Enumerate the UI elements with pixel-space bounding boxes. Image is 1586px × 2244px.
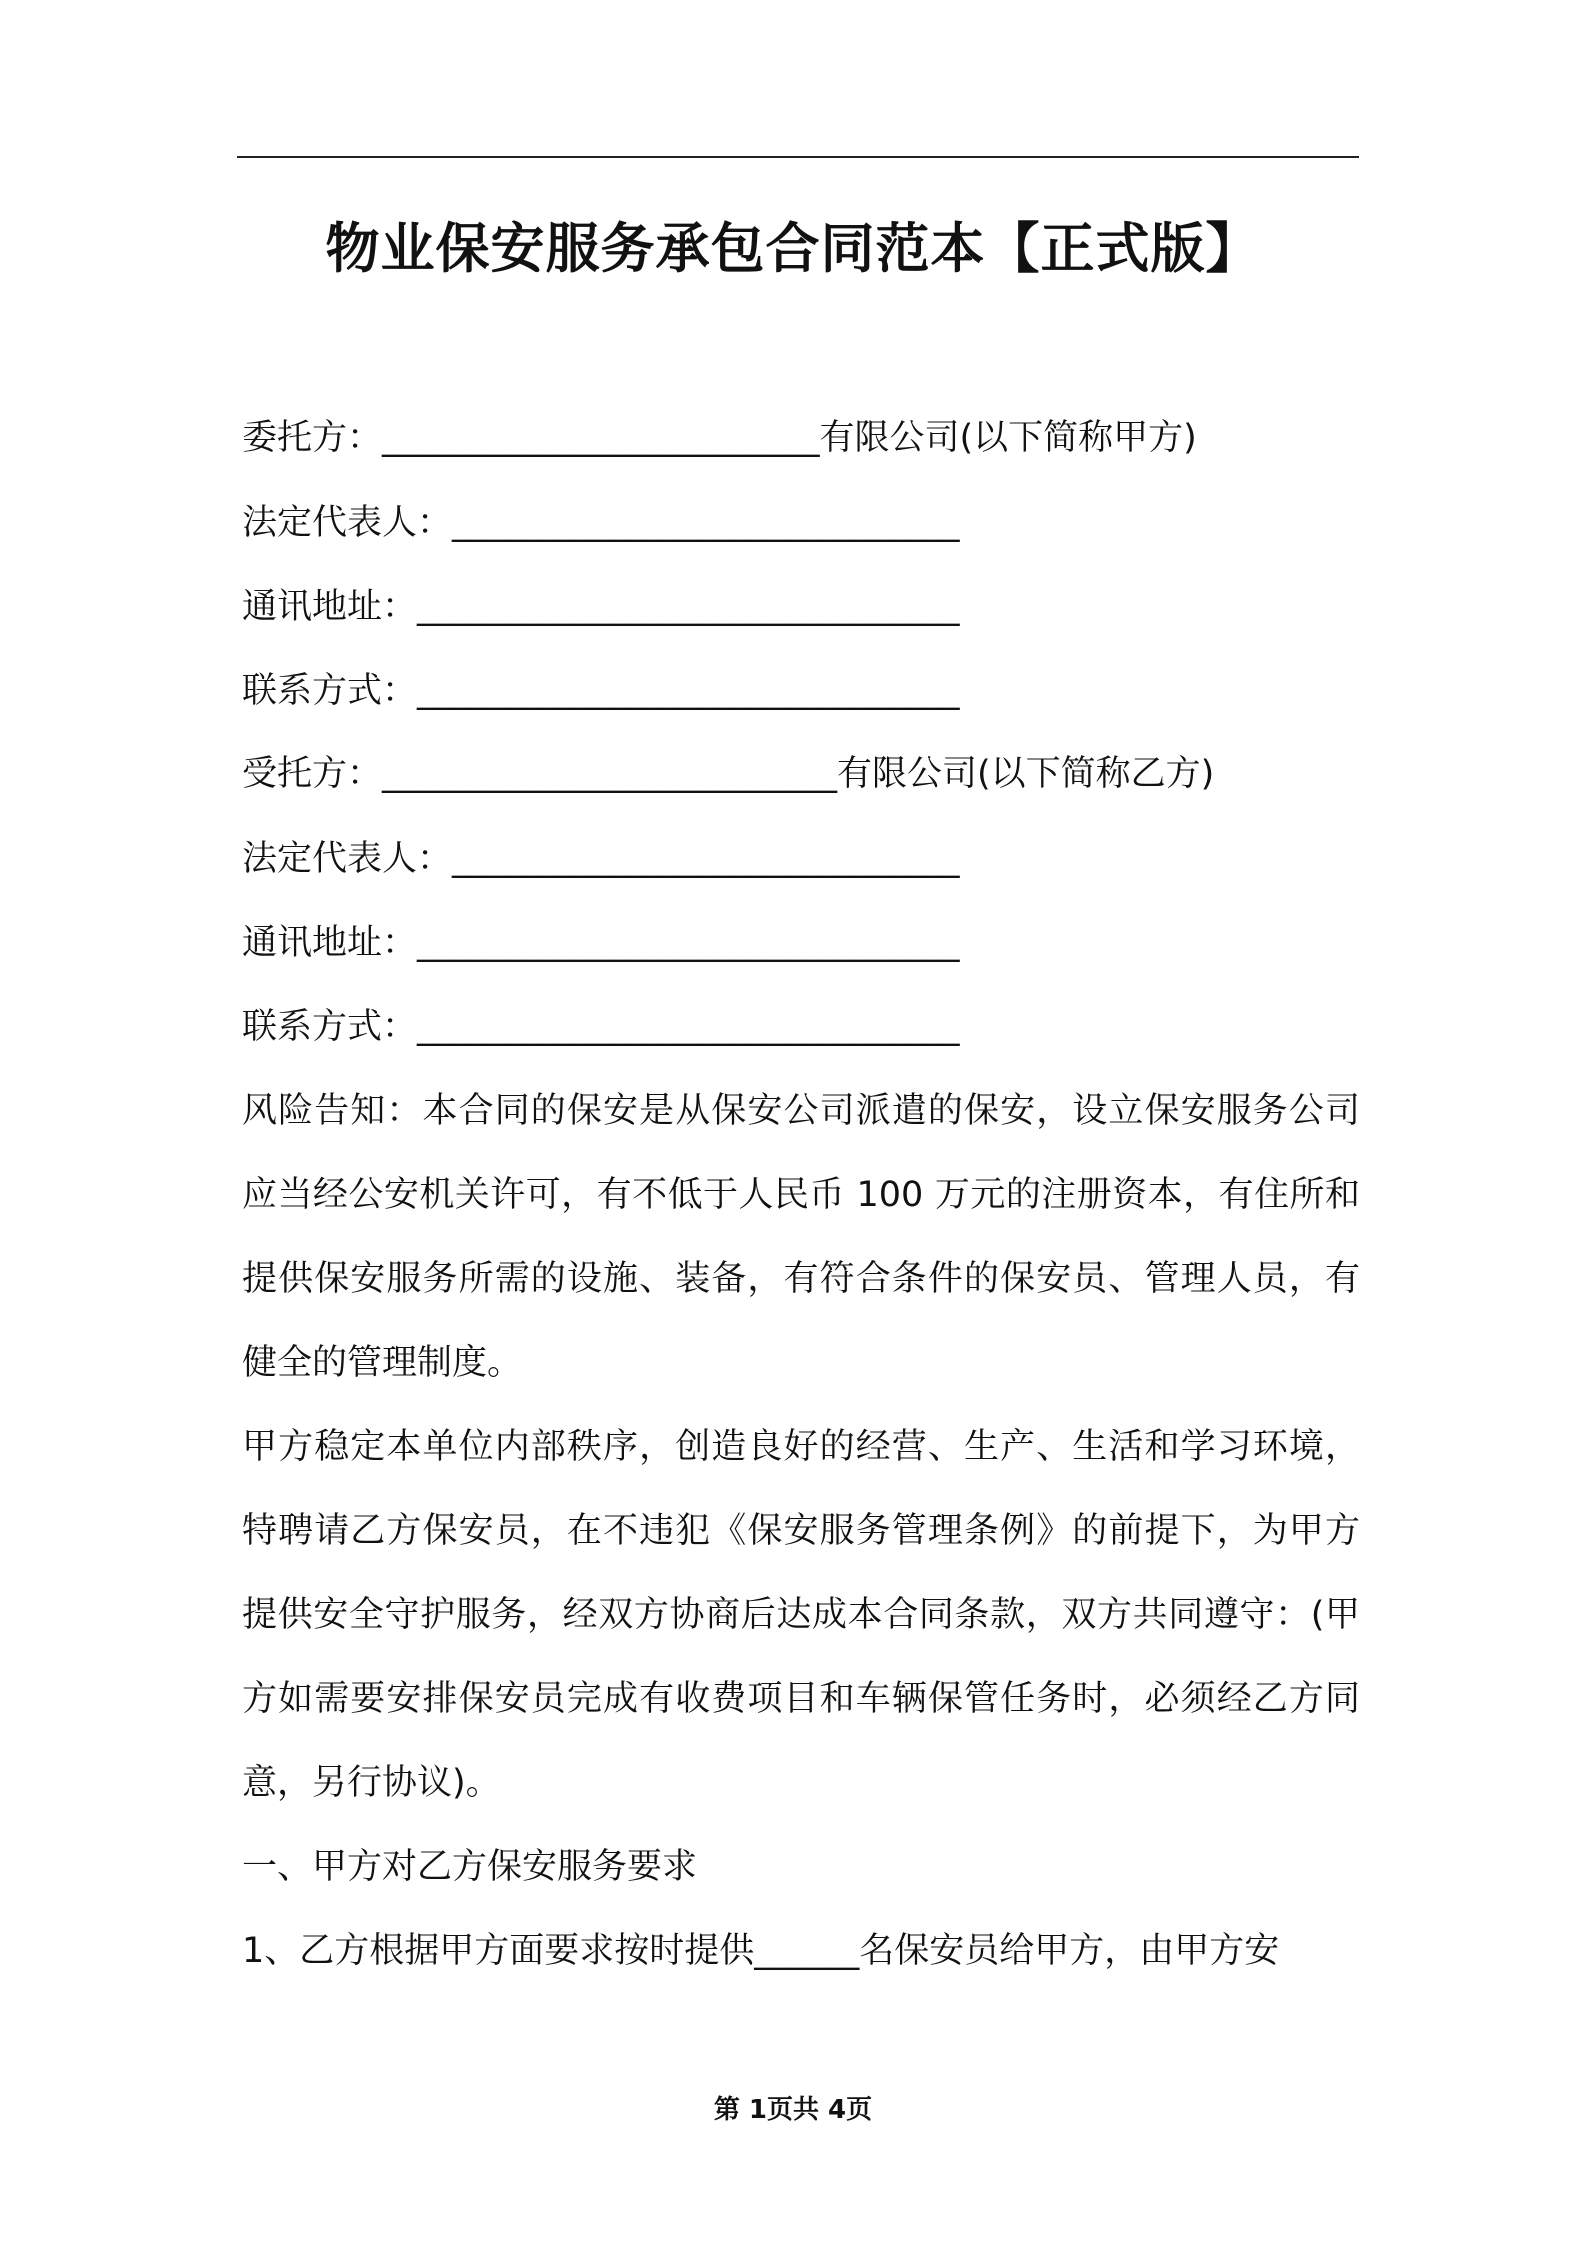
clause-1: 1、乙方根据甲方面要求按时提供______名保安员给甲方，由甲方安 <box>242 1931 1280 1971</box>
preamble-paragraph: 甲方稳定本单位内部秩序，创造良好的经营、生产、生活和学习环境，特聘请乙方保安员，在不违犯《保安服务管理条例》的前提下，为甲方提供安全守护服务，经双方协商后达成本合同条款，双方共同遵守：(甲方如需要安排保安员完成有收费项目和车辆保管任务时，必须经乙方同意，另行协议)。 <box>242 1427 1360 1803</box>
document-title: 物业保安服务承包合同范本【正式版】 <box>325 217 1261 280</box>
client-address-field: 通讯地址：_______________________________ <box>242 587 960 627</box>
contractor-address-field: 通讯地址：_______________________________ <box>242 923 960 963</box>
contractor-contact-field: 联系方式：_______________________________ <box>242 1007 960 1047</box>
page-number: 第 1页共 4页 <box>713 2095 873 2125</box>
client-party-field: 委托方：_________________________有限公司(以下简称甲方) <box>242 418 1197 458</box>
risk-notice-paragraph: 风险告知：本合同的保安是从保安公司派遣的保安，设立保安服务公司应当经公安机关许可，有不低于人民币 100 万元的注册资本，有住所和提供保安服务所需的设施、装备，有符合条件的保安员、管理人员，有健全的管理制度。 <box>242 1091 1360 1383</box>
client-legal-rep-field: 法定代表人：_____________________________ <box>242 503 960 543</box>
contractor-party-field: 受托方：__________________________有限公司(以下简称乙方) <box>242 754 1215 794</box>
section-heading: 一、甲方对乙方保安服务要求 <box>242 1847 698 1887</box>
header-rule <box>237 156 1359 158</box>
client-contact-field: 联系方式：_______________________________ <box>242 671 960 711</box>
contractor-legal-rep-field: 法定代表人：_____________________________ <box>242 839 960 879</box>
